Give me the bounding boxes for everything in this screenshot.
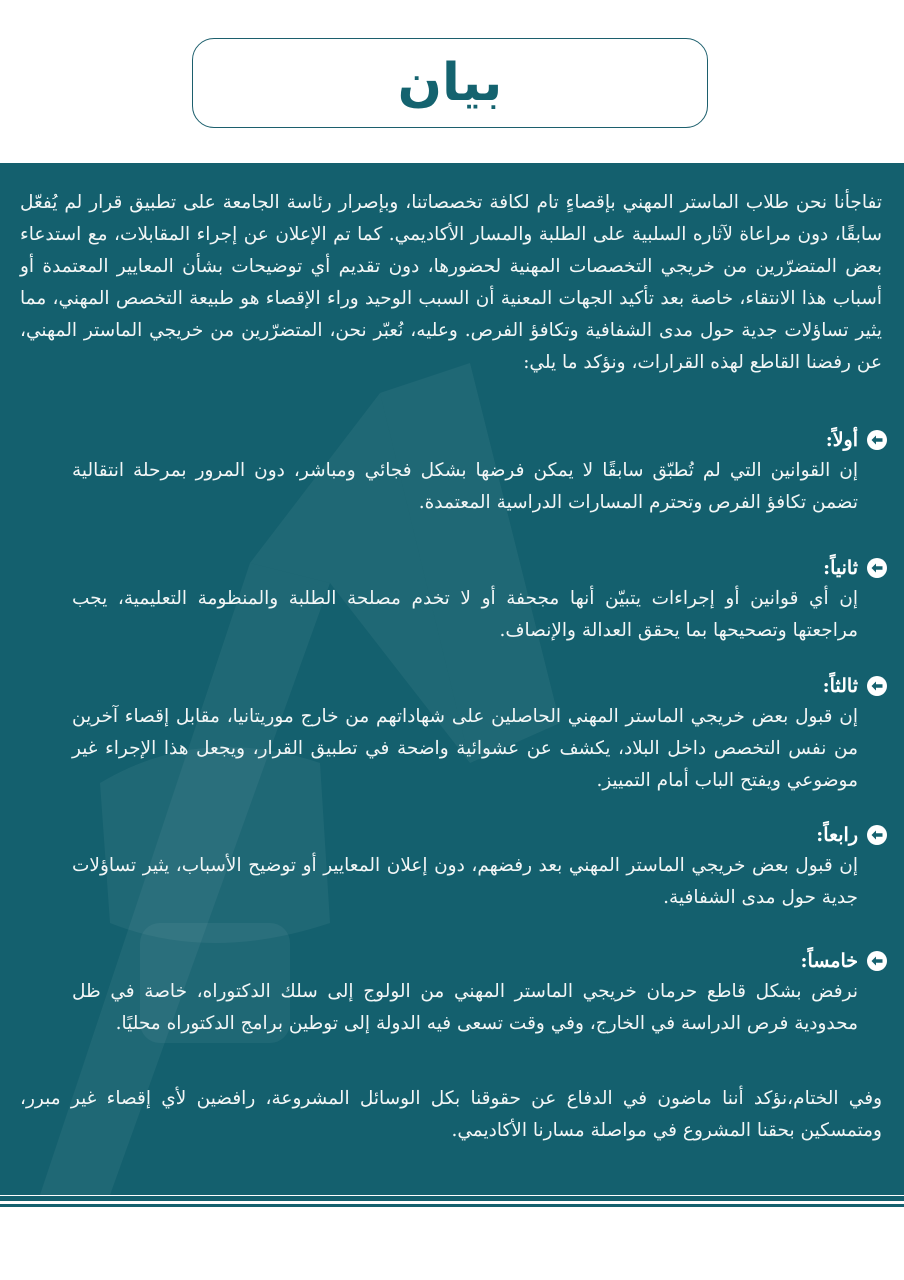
arrow-left-circle-icon bbox=[866, 557, 888, 579]
arrow-left-circle-icon bbox=[866, 950, 888, 972]
section-fourth bbox=[42, 820, 888, 914]
section-third bbox=[42, 671, 888, 797]
section-heading bbox=[42, 671, 888, 701]
section-text: إن قبول بعض خريجي الماستر المهني بعد رفضهم، دون إعلان المعايير أو توضيح الأسباب، يثير تساؤلات جدية حول مدى الشفافية. bbox=[72, 855, 858, 908]
section-heading bbox=[42, 820, 888, 850]
section-second bbox=[42, 553, 888, 647]
section-heading bbox=[42, 553, 888, 583]
title-box bbox=[192, 38, 708, 128]
section-heading bbox=[42, 946, 888, 976]
section-text: إن القوانين التي لم تُطبّق سابقًا لا يمكن فرضها بشكل فجائي ومباشر، دون المرور بمرحلة انتقالية تضمن تكافؤ الفرص وتحترم المسارات الدراسية المعتمدة. bbox=[72, 460, 858, 513]
section-heading bbox=[42, 425, 888, 455]
bottom-divider bbox=[0, 1196, 904, 1201]
section-title: رابعاً: bbox=[816, 824, 858, 846]
conclusion-paragraph: وفي الختام،نؤكد أننا ماضون في الدفاع عن حقوقنا بكل الوسائل المشروعة، رافضين لأي إقصاء غير مبرر، ومتمسكين بحقنا المشروع في مواصلة مسارنا الأكاديمي. bbox=[20, 1088, 882, 1141]
page-title: بيان bbox=[397, 53, 503, 113]
section-text: إن قبول بعض خريجي الماستر المهني الحاصلين على شهاداتهم من خارج موريتانيا، مقابل إقصاء آخرين من نفس التخصص داخل البلاد، يكشف عن عشوائية واضحة في تطبيق القرار، ويجعل هذا الإجراء غير موضوعي ويفتح الباب أمام التمييز. bbox=[72, 706, 858, 791]
section-fifth bbox=[42, 946, 888, 1040]
section-first bbox=[42, 425, 888, 519]
arrow-left-circle-icon bbox=[866, 675, 888, 697]
arrow-left-circle-icon bbox=[866, 824, 888, 846]
section-title: أولاً: bbox=[825, 429, 858, 451]
intro-paragraph: تفاجأنا نحن طلاب الماستر المهني بإقصاءٍ تام لكافة تخصصاتنا، وبإصرار رئاسة الجامعة على تطبيق قرار لم يُفعّل سابقًا، دون مراعاة لآثاره السلبية على الطلبة والمسار الأكاديمي. كما تم الإعلان عن إجراء المقابلات، مع استدعاء بعض المتضرّرين من خريجي التخصصات المهنية لحضورها، دون تقديم أي توضيحات بشأن المعايير المعتمدة أو أسباب هذا الانتقاء، خاصة بعد تأكيد الجهات المعنية أن السبب الوحيد وراء الإقصاء هو طبيعة التخصص المهني، مما يثير تساؤلات جدية حول مدى الشفافية وتكافؤ الفرص. وعليه، نُعبّر نحن، المتضرّرين من خريجي الماستر المهني، عن رفضنا القاطع لهذه القرارات، ونؤكد ما يلي: bbox=[20, 192, 882, 373]
statement-panel bbox=[0, 163, 904, 1195]
arrow-left-circle-icon bbox=[866, 429, 888, 451]
statement-content bbox=[0, 163, 904, 1195]
section-text: نرفض بشكل قاطع حرمان خريجي الماستر المهني من الولوج إلى سلك الدكتوراه، خاصة في ظل محدودية فرص الدراسة في الخارج، وفي وقت تسعى فيه الدولة إلى توطين برامج الدكتوراه محليًا. bbox=[72, 981, 858, 1034]
section-title: ثالثاً: bbox=[822, 675, 858, 697]
section-text: إن أي قوانين أو إجراءات يتبيّن أنها مجحفة أو لا تخدم مصلحة الطلبة والمنظومة التعليمية، يجب مراجعتها وتصحيحها بما يحقق العدالة والإنصاف. bbox=[72, 588, 858, 641]
section-title: ثانياً: bbox=[823, 557, 858, 579]
bottom-divider-thin bbox=[0, 1204, 904, 1207]
section-title: خامساً: bbox=[800, 950, 858, 972]
